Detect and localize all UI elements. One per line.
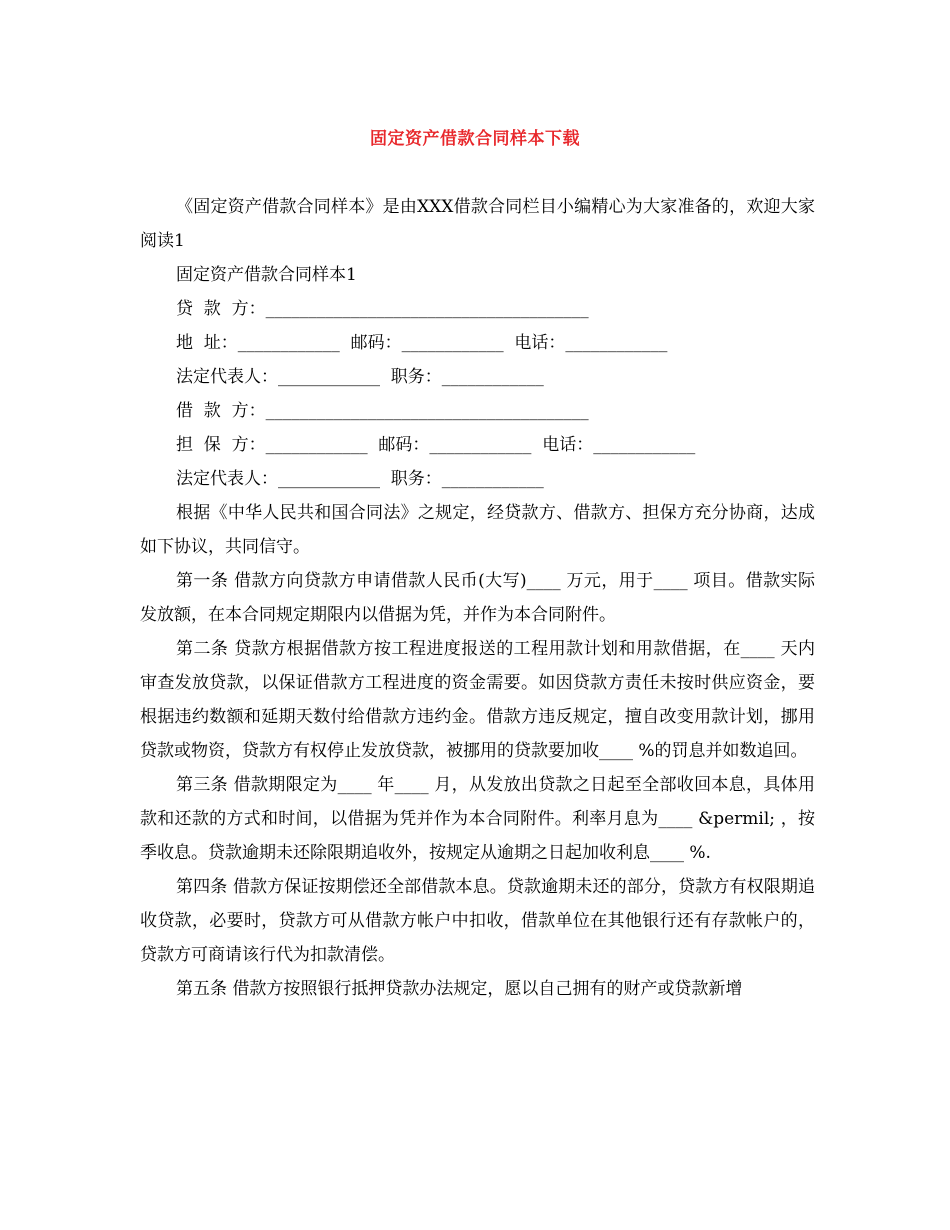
- sample-heading: 固定资产借款合同样本1: [176, 265, 357, 285]
- document-title: 固定资产借款合同样本下载: [370, 129, 580, 149]
- article-5: 第五条 借款方按照银行抵押贷款办法规定，愿以自己拥有的财产或贷款新增: [176, 979, 743, 999]
- document-body: [140, 190, 815, 1006]
- field-guarantor: 担 保 方：____________ 邮码：____________ 电话：____________: [176, 435, 696, 455]
- field-address: 地 址：____________ 邮码：____________ 电话：____________: [176, 333, 668, 353]
- field-borrower: 借 款 方：______________________________________: [176, 401, 589, 421]
- field-legal-rep-1: 法定代表人：____________ 职务：____________: [176, 367, 544, 387]
- article-4: 第四条 借款方保证按期偿还全部借款本息。贷款逾期未还的部分，贷款方有权限期追收贷款，必要时，贷款方可从借款方帐户中扣收，借款单位在其他银行还有存款帐户的，贷款方可商请该行代为扣款清偿。: [140, 877, 815, 965]
- article-3: 第三条 借款期限定为____ 年____ 月，从发放出贷款之日起至全部收回本息，具体用款和还款的方式和时间，以借据为凭并作为本合同附件。利率月息为____ &permil; ，按季收息。贷款逾期未还除限期追收外，按规定从逾期之日起加收利息____ %.: [140, 775, 815, 863]
- article-1: 第一条 借款方向贷款方申请借款人民币(大写)____ 万元，用于____ 项目。借款实际发放额，在本合同规定期限内以借据为凭，并作为本合同附件。: [140, 571, 815, 625]
- preamble-paragraph: 根据《中华人民共和国合同法》之规定，经贷款方、借款方、担保方充分协商，达成如下协议，共同信守。: [140, 503, 815, 557]
- intro-paragraph: 《固定资产借款合同样本》是由XXX借款合同栏目小编精心为大家准备的，欢迎大家阅读1: [140, 197, 815, 251]
- field-lender: 贷 款 方：______________________________________: [176, 299, 589, 319]
- article-2: 第二条 贷款方根据借款方按工程进度报送的工程用款计划和用款借据，在____ 天内审查发放贷款，以保证借款方工程进度的资金需要。如因贷款方责任未按时供应资金，要根据违约数额和延期天数付给借款方违约金。借款方违反规定，擅自改变用款计划，挪用贷款或物资，贷款方有权停止发放贷款，被挪用的贷款要加收____ %的罚息并如数追回。: [140, 639, 815, 761]
- field-legal-rep-2: 法定代表人：____________ 职务：____________: [176, 469, 544, 489]
